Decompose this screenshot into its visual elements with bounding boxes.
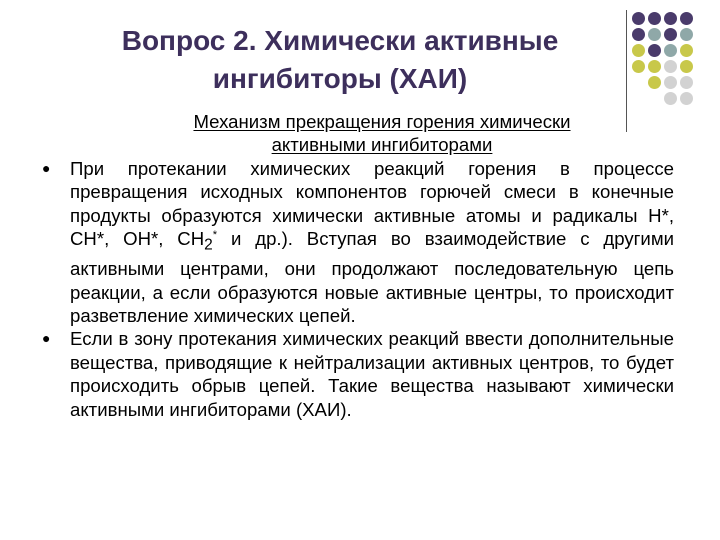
dot-gray <box>632 92 645 105</box>
bullet-1-text-b: и др.). Вступая во взаимодействие с другими активными центрами, они продолжают последовательную цепь реакции, а если образуются новые активные центры, то происходит разветвление химических цепей. <box>70 228 674 326</box>
dot-purple <box>680 12 693 25</box>
dot-olive <box>648 76 661 89</box>
title-line-1: Вопрос 2. Химически активные <box>121 25 559 56</box>
dot-grid-decoration <box>632 12 694 106</box>
dot-gray <box>648 92 661 105</box>
subscript: 2 <box>204 236 213 254</box>
dot-gray <box>664 76 677 89</box>
slide-title <box>60 22 620 98</box>
subtitle-line-2: активными ингибиторами <box>271 134 493 156</box>
bullet-item-2 <box>42 327 674 421</box>
subtitle-line-1: Механизм прекращения горения химически <box>193 111 571 132</box>
dot-purple <box>664 12 677 25</box>
dot-olive <box>632 60 645 73</box>
bullet-dot-icon: ● <box>42 159 51 176</box>
dot-gray <box>632 76 645 89</box>
dot-olive <box>680 44 693 57</box>
title-line-2: ингибиторы (ХАИ) <box>212 63 468 94</box>
section-subtitle <box>112 110 652 157</box>
bullet-1-text-a: При протекании химических реакций горения в процессе превращения исходных компонентов горючей смеси в конечные продукты образуются химически активные атомы и радикалы Н*, СН*, ОН*, СН <box>70 157 674 250</box>
dot-purple <box>648 12 661 25</box>
dot-purple <box>648 44 661 57</box>
dot-olive <box>648 60 661 73</box>
bullet-dot-icon: ● <box>42 330 51 347</box>
dot-teal <box>648 28 661 41</box>
superscript: * <box>212 228 218 241</box>
dot-teal <box>664 44 677 57</box>
dot-olive <box>632 44 645 57</box>
bullet-list <box>42 157 674 421</box>
dot-purple <box>632 12 645 25</box>
dot-teal <box>680 28 693 41</box>
dot-purple <box>632 28 645 41</box>
dot-olive <box>680 60 693 73</box>
dot-purple <box>664 28 677 41</box>
dot-gray <box>680 76 693 89</box>
bullet-2-text: Если в зону протекания химических реакций ввести дополнительные вещества, приводящие к нейтрализации активных центров, то будет происходить обрыв цепей. Такие вещества называют химически активными ингибиторами (ХАИ). <box>70 328 674 420</box>
dot-gray <box>680 92 693 105</box>
bullet-item-1 <box>42 157 674 328</box>
slide-body <box>42 110 674 421</box>
dot-gray <box>664 92 677 105</box>
dot-gray <box>664 60 677 73</box>
